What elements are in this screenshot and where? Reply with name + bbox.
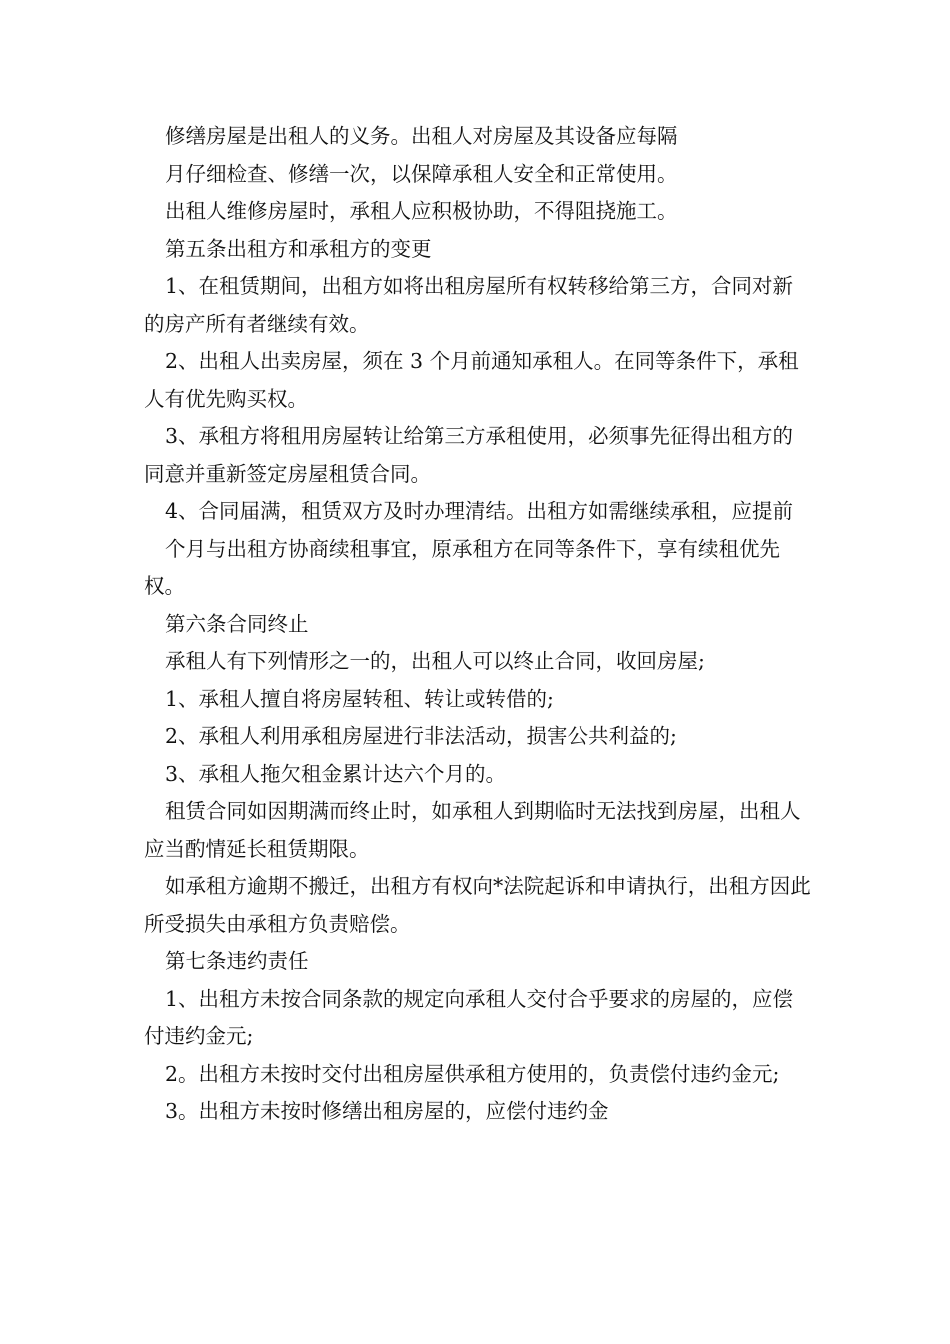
section-heading: 第五条出租方和承租方的变更 (165, 236, 432, 261)
paragraph: 修缮房屋是出租人的义务。出租人对房屋及其设备应每隔 (165, 124, 678, 148)
paragraph: 月仔细检查、修缮一次，以保障承租人安全和正常使用。 (165, 161, 678, 186)
document-body (144, 118, 812, 1131)
list-item: 1、出租方未按合同条款的规定向承租人交付合乎要求的房屋的，应偿付违约金元; (144, 986, 794, 1048)
list-item: 4、合同届满，租赁双方及时办理清结。出租方如需继续承租，应提前 (165, 499, 794, 523)
section-heading: 第六条合同终止 (165, 611, 309, 636)
list-item: 1、承租人擅自将房屋转租、转让或转借的; (165, 686, 554, 711)
list-item: 2、承租人利用承租房屋进行非法活动，损害公共利益的; (165, 724, 677, 748)
paragraph: 出租人维修房屋时，承租人应积极协助，不得阻挠施工。 (165, 199, 678, 223)
paragraph: 租赁合同如因期满而终止时，如承租人到期临时无法找到房屋，出租人应当酌情延长租赁期限。 (144, 799, 801, 861)
list-item: 3。出租方未按时修缮出租房屋的，应偿付违约金 (165, 1099, 609, 1123)
list-item: 1、在租赁期间，出租方如将出租房屋所有权转移给第三方，合同对新的房产所有者继续有效。 (144, 274, 794, 336)
list-item: 3、承租方将租用房屋转让给第三方承租使用，必须事先征得出租方的同意并重新签定房屋租赁合同。 (144, 424, 794, 486)
section-heading: 第七条违约责任 (165, 949, 309, 973)
list-item: 2。出租方未按时交付出租房屋供承租方使用的，负责偿付违约金元; (165, 1061, 780, 1086)
paragraph: 个月与出租方协商续租事宜，原承租方在同等条件下，享有续租优先权。 (144, 536, 780, 598)
paragraph: 承租人有下列情形之一的，出租人可以终止合同，收回房屋; (165, 649, 705, 673)
list-item: 3、承租人拖欠租金累计达六个月的。 (165, 761, 507, 786)
paragraph: 如承租方逾期不搬迁，出租方有权向*法院起诉和申请执行，出租方因此所受损失由承租方负责赔偿。 (144, 874, 811, 936)
list-item: 2、出租人出卖房屋，须在 3 个月前通知承租人。在同等条件下，承租人有优先购买权。 (144, 349, 799, 411)
